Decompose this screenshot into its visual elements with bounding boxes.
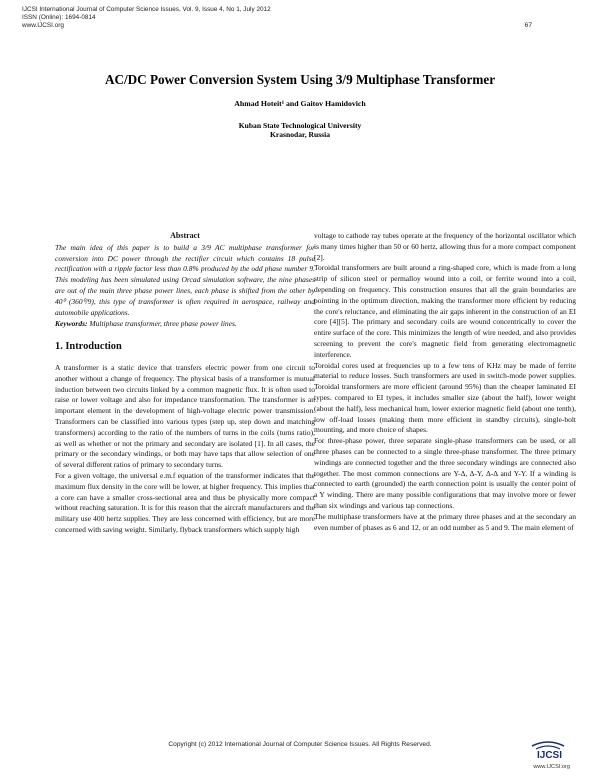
section-heading-introduction: 1. Introduction — [55, 341, 122, 353]
left-column — [55, 231, 315, 536]
right-column — [314, 231, 576, 533]
intro-paragraph-5: Toroidal cores used at frequencies up to a few tens of KHz may be made of ferrite material to reduce losses. Such transformers are used in switch-mode power supplies. Toroidal transformers are more efficient (around 95%) than the cheaper laminated EI types. compared to EI types, it includes smaller size (about the half), lower weight (about the half), less mechanical hum, lower exterior magnetic field (about one tenth), low off-load losses (making them more efficient in standby circuits), single-bolt mounting, and more choice of shapes. — [314, 360, 576, 435]
logo-text: IJCSI — [536, 750, 562, 761]
intro-paragraph-7: The multiphase transformers have at the primary three phases and at the secondary an even number of phases as 6 and 12, or an odd number as 5 and 9. The main element of — [314, 511, 576, 532]
abstract-text: The main idea of this paper is to build a 3/9 AC multiphase transformer for conversion into DC power through the rectifier circuit which contains 18 pulse rectification with a ripple factor less than 0.8% produced by the odd phase number 9. This modeling has been simulated using Orcad simulation software, the nine phases are out of the main three phase power lines, each phase is shifted from the other by 40⁰ (360⁰/9), this type of transformer is often required in aerospace, railway and automobile applications. — [55, 242, 315, 317]
keywords-label: Keywords: — [55, 319, 88, 329]
paper-authors: Ahmad Hoteit¹ and Gaitov Hamidovich — [234, 99, 366, 108]
intro-paragraph-4: Toroidal transformers are built around a ring-shaped core, which is made from a long strip of silicon steel or permalloy wound into a coil, or ferrite wound into a coil, depending on frequency. This construction ensures that all the grain boundaries are pointing in the optimum direction, making the transformer more efficient by reducing the core's reluctance, and eliminating the air gaps inherent in the construction of an EI core [4][5]. The primary and secondary coils are wound concentrically to cover the entire surface of the core. This minimizes the length of wire needed, and also provides screening to prevent the core's magnetic field from generating electromagnetic interference. — [314, 263, 576, 359]
affiliation — [0, 121, 600, 139]
keywords-text: Multiphase transformer, three phase power lines. — [87, 319, 237, 329]
affiliation-line-2: Krasnodar, Russia — [269, 130, 331, 139]
affiliation-line-1: Kuban State Technological University — [238, 121, 362, 130]
logo-url[interactable]: www.IJCSI.org — [533, 764, 570, 770]
journal-header — [22, 6, 271, 30]
page-number: 67 — [524, 22, 532, 29]
intro-paragraph-6: For three-phase power, three separate single-phase transformers can be used, or all three phases can be connected to a single three-phase transformer. The three primary windings are connected together and the three secondary windings are connected also together. The most common connections are Y-Δ, Δ-Y, Δ-Δ and Y-Y. If a winding is connected to earth (grounded) the earth connection point is usually the center point of a Y winding. There are many possible configurations that may involve more or fewer than six windings and various tap connections. — [314, 436, 576, 510]
paper-title: AC/DC Power Conversion System Using 3/9 Multiphase Transformer — [104, 72, 496, 87]
journal-title: IJCSI International Journal of Computer Science Issues, Vol. 9, Issue 4, No 1, July 2012 — [22, 6, 271, 13]
intro-paragraph-3: voltage to cathode ray tubes operate at the frequency of the horizontal oscillator which is many times higher than 50 or 60 hertz, allowing thus for a more compact component [2]. — [314, 231, 576, 262]
keywords — [55, 319, 315, 330]
journal-url[interactable]: www.IJCSI.org — [22, 22, 64, 29]
intro-paragraph-1: A transformer is a static device that transfers electric power from one circuit to another without a change of frequency. The physical basis of a transformer is mutual induction between two circuits linked by a common magnetic flux. It is often used to raise or lower voltage and also for impedance transformation. The transformer is an important element in the development of high-voltage electric power transmission. Transformers can be classified into various types (step up, step down and matching transformers) according to the ratio of the numbers of turns in the coils (turns ratio), as well as whether or not the primary and secondary are isolated [1]. In all cases, the primary or the secondary windings, or both may have taps that allow selection of one of several different ratios of primary to secondary turns. — [55, 362, 315, 470]
copyright-footer: Copyright (c) 2012 International Journal of Computer Science Issues. All Rights Reserved. — [168, 741, 432, 748]
issn: ISSN (Online): 1694-0814 — [22, 14, 96, 21]
abstract-heading: Abstract — [170, 231, 200, 240]
intro-paragraph-2: For a given voltage, the universal e.m.f equation of the transformer indicates that the maximum flux density in the core will be lower, at higher frequency. This implies that a core can have a smaller cross-sectional area and thus be physically more compact without reaching saturation. It is for this reason that the aircraft manufacturers and the military use 400 hertz supplies. They are less concerned with efficiency, but are more concerned with saving weight. Similarly, flyback transformers which supply high — [55, 470, 315, 534]
